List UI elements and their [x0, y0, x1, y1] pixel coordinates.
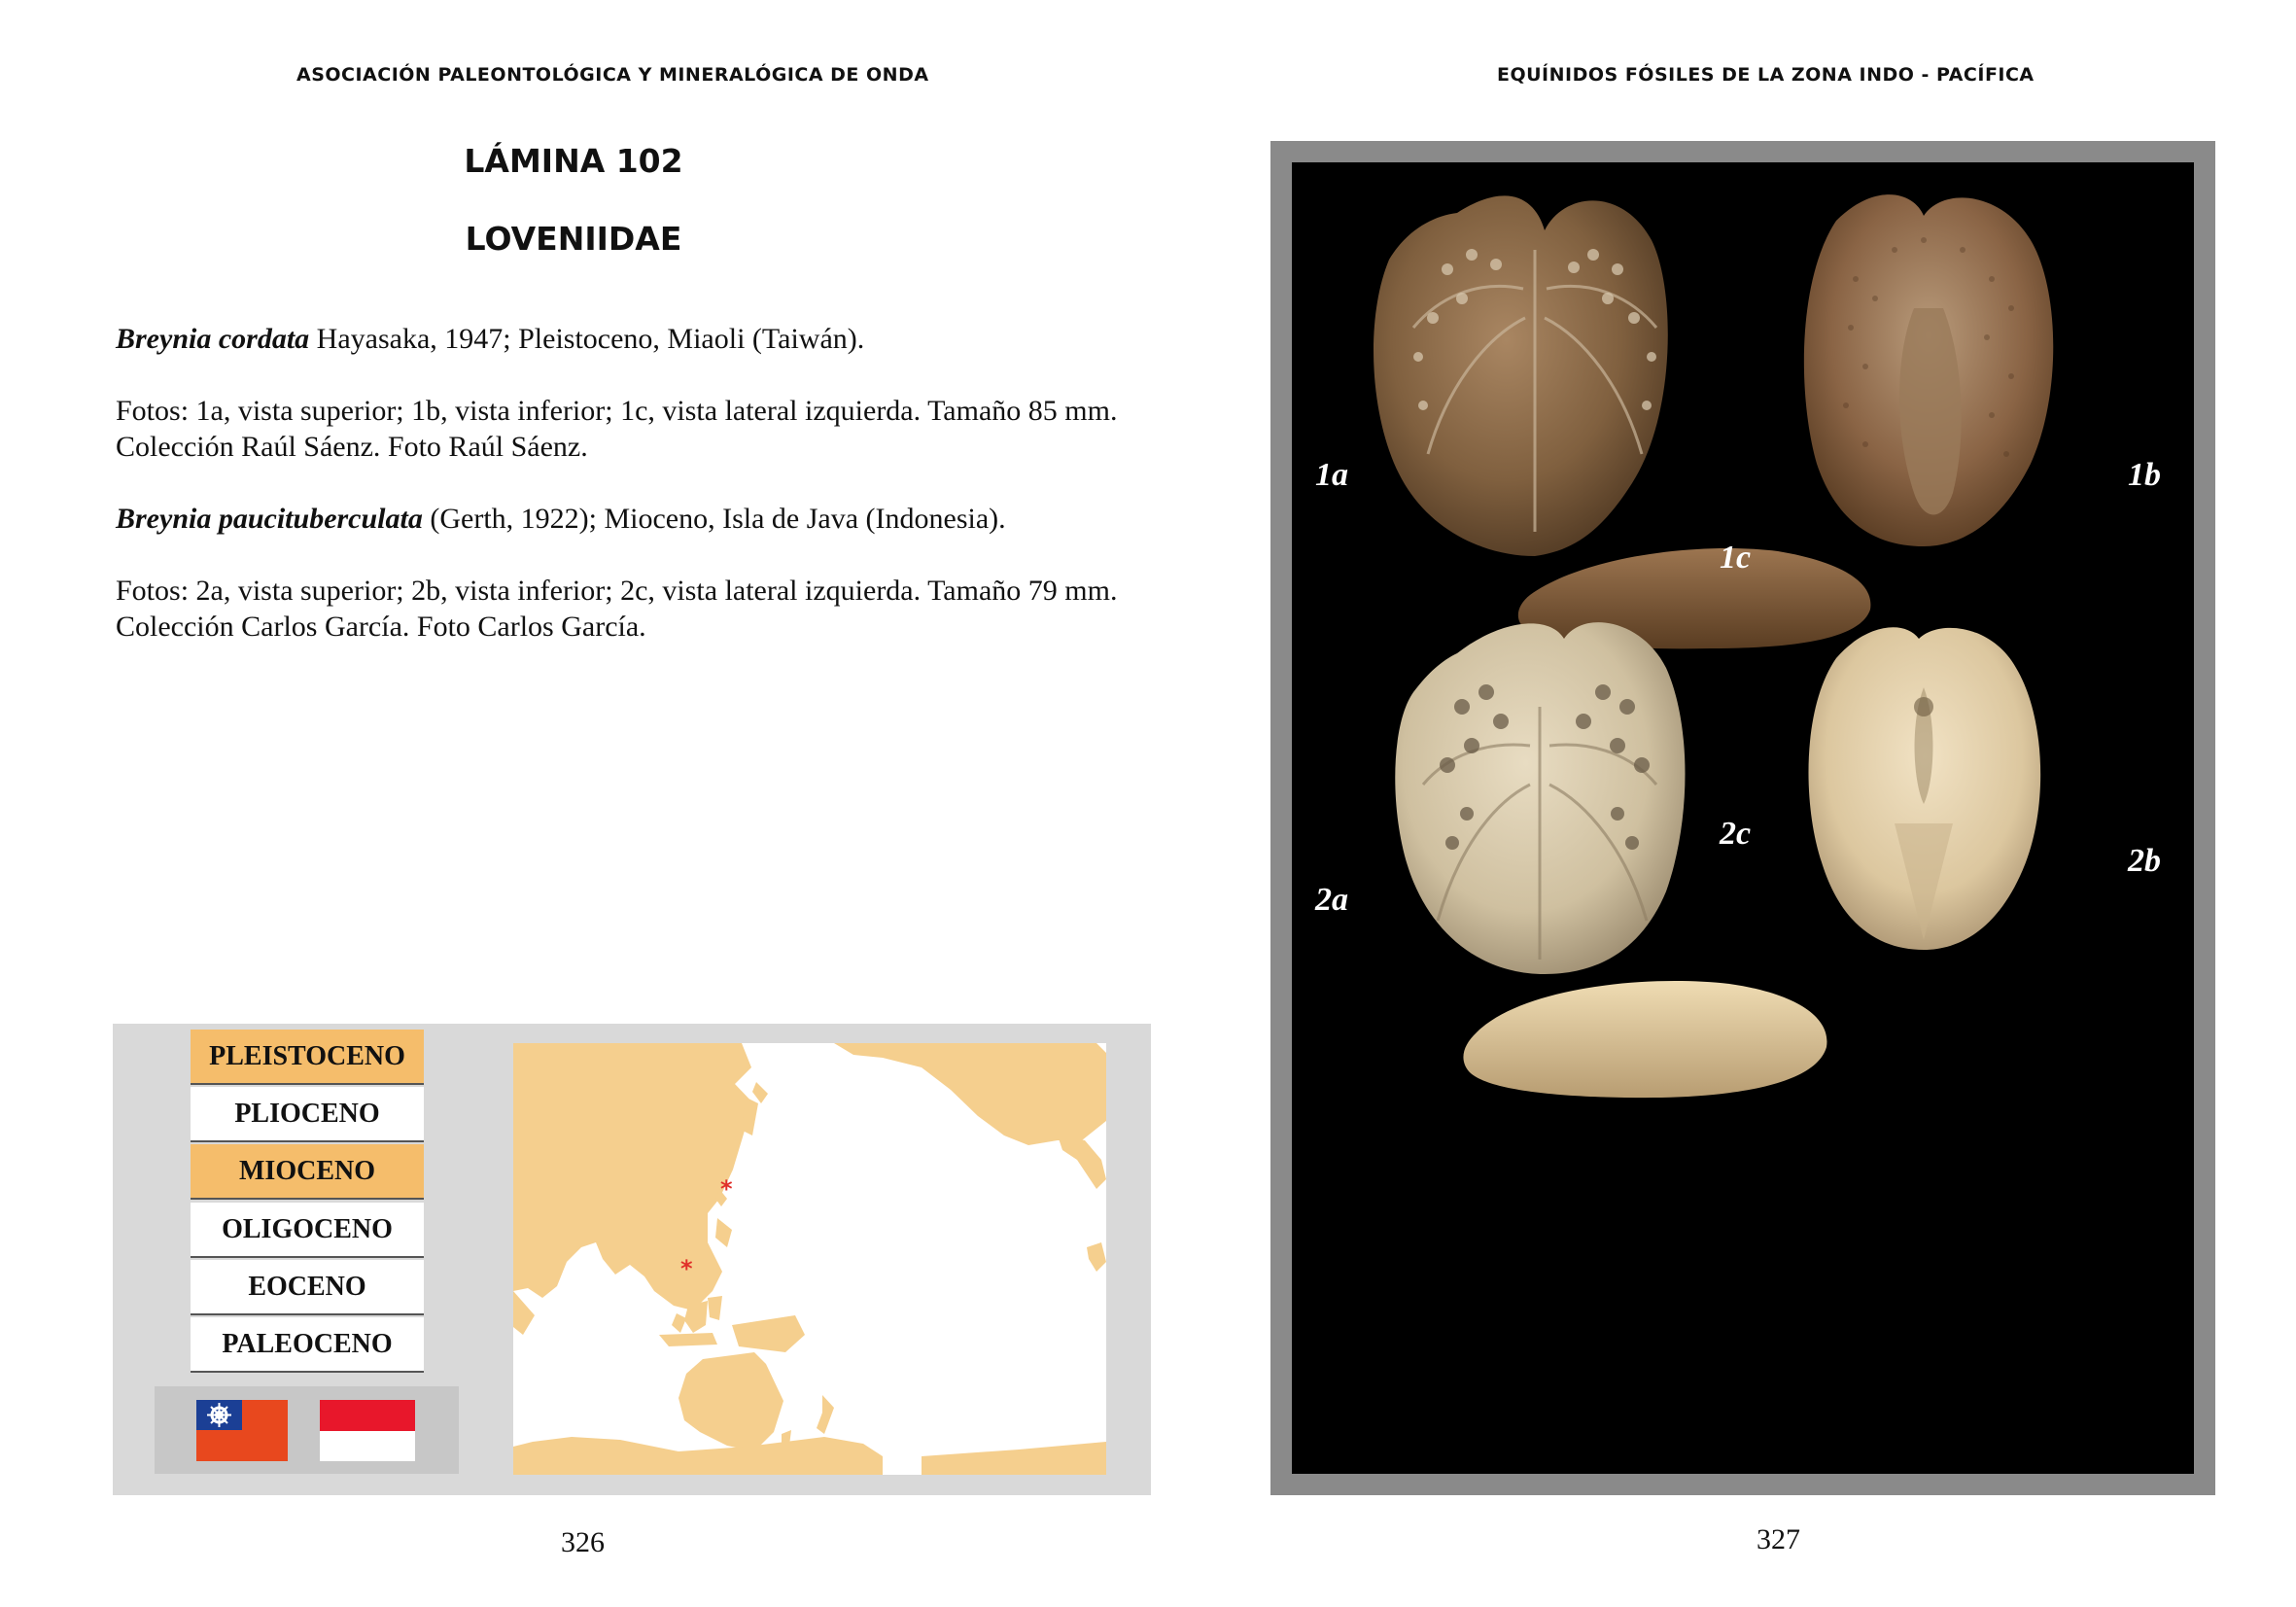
map-svg	[513, 1043, 1106, 1475]
photo-label-1b: 1b	[2128, 457, 2161, 493]
epoch-paleoceno: PALEOCENO	[191, 1317, 424, 1373]
fossil-2c	[1463, 981, 1826, 1098]
marker-java: *	[680, 1255, 693, 1282]
species2-name: Breynia paucituberculata	[116, 503, 423, 535]
page-number-left: 326	[561, 1526, 605, 1558]
stratigraphy-panel	[113, 1024, 1151, 1495]
photo-label-2a: 2a	[1315, 882, 1348, 918]
header-left: ASOCIACIÓN PALEONTOLÓGICA Y MINERALÓGICA DE ONDA	[296, 64, 929, 86]
fossil-1a	[1374, 195, 1668, 556]
marker-taiwan: *	[720, 1175, 733, 1203]
page-number-right: 327	[1757, 1523, 1800, 1555]
species1-photos	[116, 393, 1185, 465]
plate-title: LÁMINA 102	[464, 142, 683, 180]
species1-rest: Hayasaka, 1947; Pleistoceno, Miaoli (Taiwán).	[309, 323, 865, 355]
fossil-2a	[1395, 622, 1685, 974]
flags-box	[155, 1386, 459, 1474]
photo-label-2b: 2b	[2128, 843, 2161, 879]
photo-label-2c: 2c	[1720, 816, 1752, 852]
world-map	[513, 1043, 1106, 1475]
species2-photos	[116, 573, 1185, 645]
epoch-oligoceno: OLIGOCENO	[191, 1203, 424, 1258]
photo-plate-background	[1292, 162, 2194, 1474]
epoch-mioceno: MIOCENO	[191, 1144, 424, 1200]
photo-label-1c: 1c	[1720, 540, 1752, 576]
species1-photos-line2: Colección Raúl Sáenz. Foto Raúl Sáenz.	[116, 431, 588, 463]
species2-rest: (Gerth, 1922); Mioceno, Isla de Java (Indonesia).	[422, 503, 1006, 535]
photo-label-1a: 1a	[1315, 457, 1348, 493]
header-right: EQUÍNIDOS FÓSILES DE LA ZONA INDO - PACÍFICA	[1497, 64, 2035, 86]
photo-plate	[1270, 141, 2215, 1495]
indonesia-flag	[320, 1400, 415, 1461]
species1-photos-line1: Fotos: 1a, vista superior; 1b, vista inferior; 1c, vista lateral izquierda. Tamaño 85 mm.	[116, 395, 1118, 427]
species2-line	[116, 501, 1185, 537]
epoch-pleistoceno: PLEISTOCENO	[191, 1030, 424, 1085]
species1-name: Breynia cordata	[116, 323, 310, 355]
fossil-2b	[1808, 627, 2040, 950]
species2-photos-line2: Colección Carlos García. Foto Carlos García.	[116, 611, 646, 643]
species1-line	[116, 321, 1185, 357]
epoch-eoceno: EOCENO	[191, 1260, 424, 1315]
fossil-1b	[1804, 194, 2053, 546]
species2-photos-line1: Fotos: 2a, vista superior; 2b, vista inferior; 2c, vista lateral izquierda. Tamaño 79 mm.	[116, 575, 1118, 607]
taiwan-flag	[196, 1400, 288, 1461]
family-title: LOVENIIDAE	[465, 220, 682, 258]
epoch-plioceno: PLIOCENO	[191, 1087, 424, 1142]
